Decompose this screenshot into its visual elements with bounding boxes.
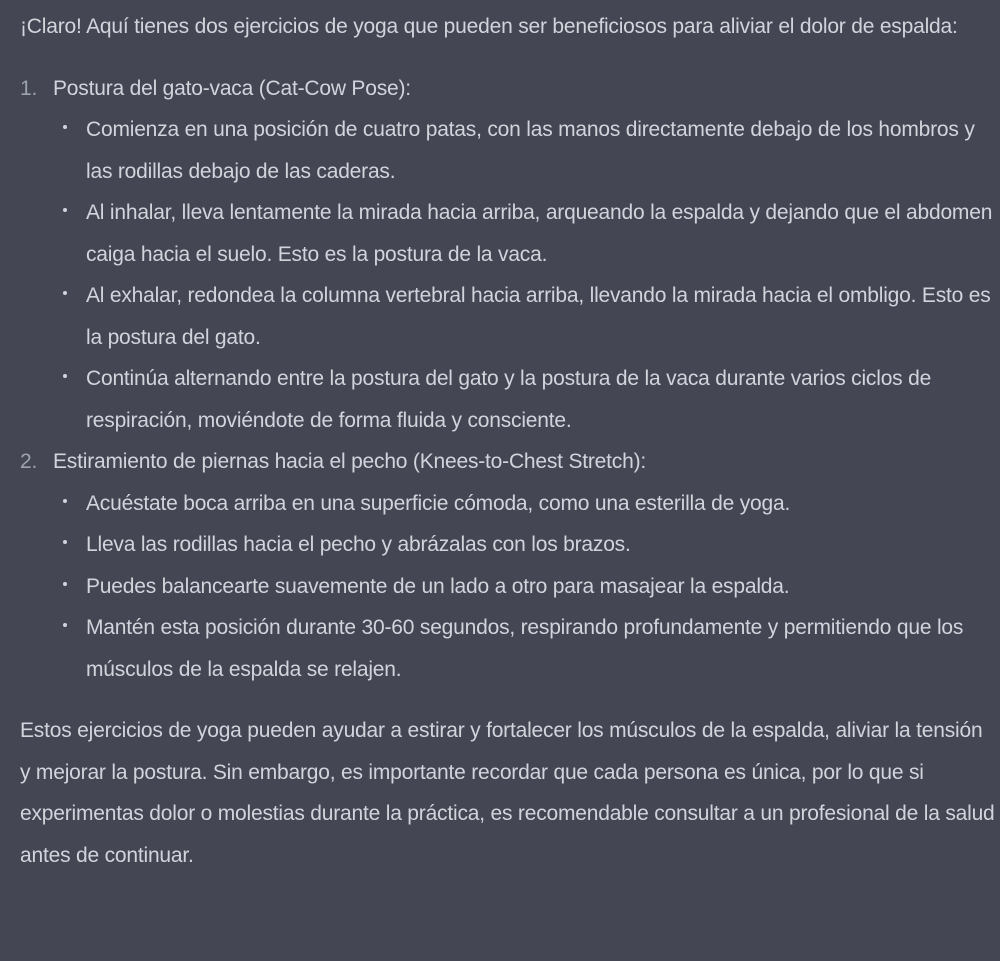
bullet-item: Mantén esta posición durante 30-60 segundos, respirando profundamente y permitiendo que los músculos de la espalda se relajen. [53, 607, 995, 690]
exercise-item [20, 68, 995, 442]
bullet-item: Al exhalar, redondea la columna vertebral hacia arriba, llevando la mirada hacia el ombligo. Esto es la postura del gato. [53, 275, 995, 358]
exercise-title: Postura del gato-vaca (Cat-Cow Pose): [53, 76, 411, 100]
list-number: 1. [20, 76, 38, 100]
bullet-item: Lleva las rodillas hacia el pecho y abrázalas con los brazos. [53, 524, 995, 566]
bullet-item: Al inhalar, lleva lentamente la mirada hacia arriba, arqueando la espalda y dejando que el abdomen caiga hacia el suelo. Esto es la postura de la vaca. [53, 192, 995, 275]
exercise-title: Estiramiento de piernas hacia el pecho (Knees-to-Chest Stretch): [53, 450, 647, 473]
exercise-list [20, 68, 995, 691]
list-number: 2. [20, 450, 38, 473]
exercise-steps [53, 109, 995, 441]
message-intro: ¡Claro! Aquí tienes dos ejercicios de yoga que pueden ser beneficiosos para aliviar el dolor de espalda: [20, 15, 958, 38]
message-conclusion: Estos ejercicios de yoga pueden ayudar a estirar y fortalecer los músculos de la espalda, aliviar la tensión y mejorar la postura. Sin embargo, es importante recordar que cada persona es única, por lo que si experimentas dolor o molestias durante la práctica, es recomendable consultar a un profesional de la salud antes de continuar. [20, 719, 995, 867]
exercise-steps [53, 483, 995, 691]
bullet-item: Continúa alternando entre la postura del gato y la postura de la vaca durante varios ciclos de respiración, moviéndote de forma fluida y consciente. [53, 358, 995, 441]
bullet-item: Comienza en una posición de cuatro patas, con las manos directamente debajo de los hombros y las rodillas debajo de las caderas. [53, 109, 995, 192]
assistant-message [20, 6, 995, 876]
exercise-item [20, 441, 995, 690]
bullet-item: Acuéstate boca arriba en una superficie cómoda, como una esterilla de yoga. [53, 483, 995, 525]
bullet-item: Puedes balancearte suavemente de un lado a otro para masajear la espalda. [53, 566, 995, 608]
